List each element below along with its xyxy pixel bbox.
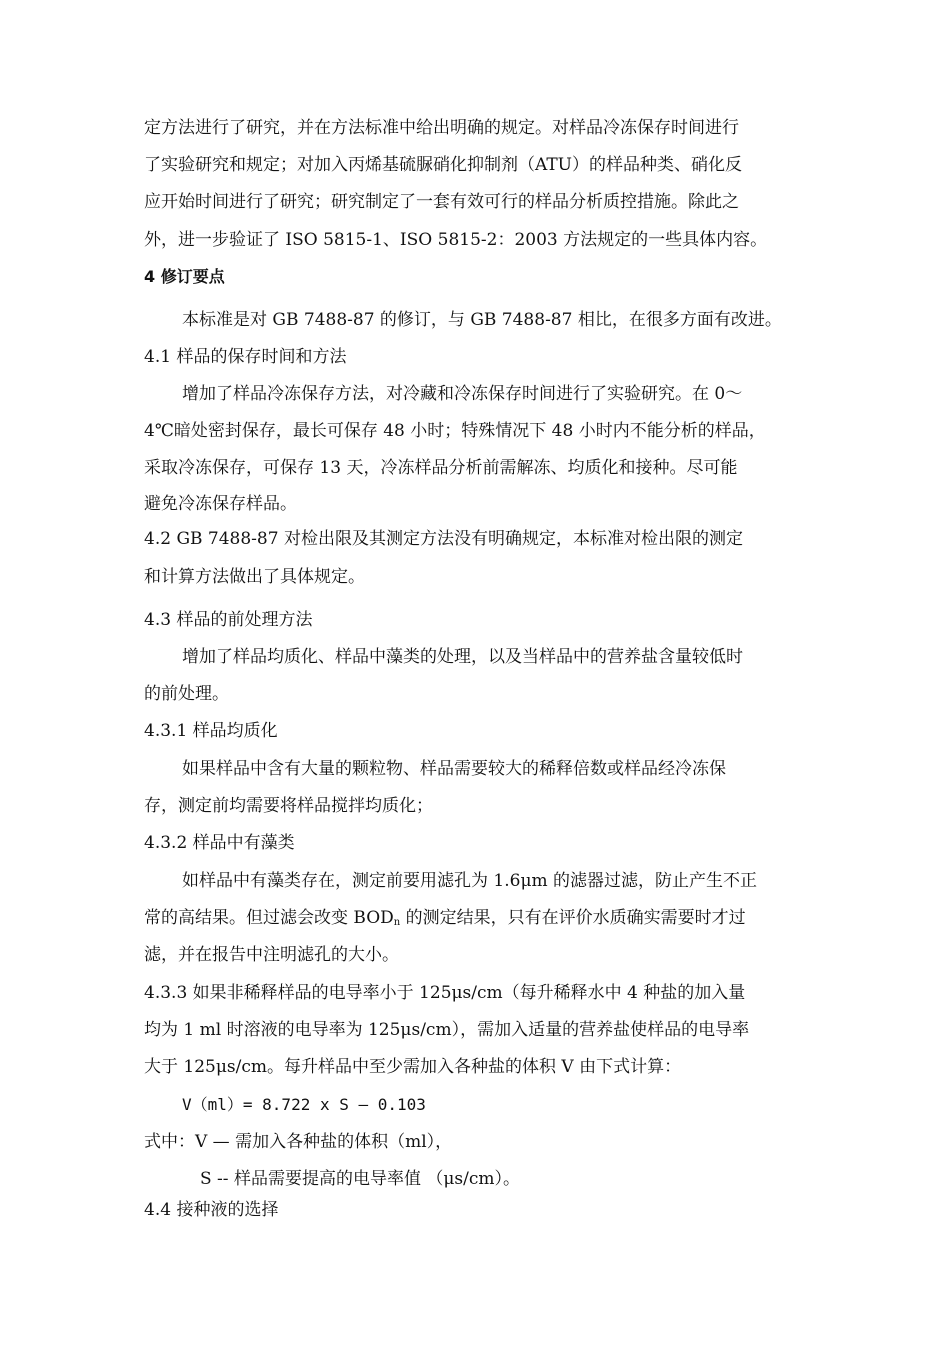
subscript: n [393, 917, 401, 928]
formula-line: V（ml）= 8.722 x S – 0.103 [182, 1095, 426, 1114]
formula-legend-line: 式中：V — 需加入各种盐的体积（ml）， [144, 1132, 453, 1152]
paragraph-line: 采取冷冻保存，可保存 13 天，冷冻样品分析前需解冻、均质化和接种。尽可能 [144, 458, 738, 478]
text-run: 的测定结果，只有在评价水质确实需要时才过 [400, 908, 746, 928]
formula-legend-line: S -- 样品需要提高的电导率值 （μs/cm）。 [200, 1169, 520, 1189]
paragraph-line: 应开始时间进行了研究；研究制定了一套有效可行的样品分析质控措施。除此之 [144, 192, 739, 212]
paragraph-line: 存，测定前均需要将样品搅拌均质化； [144, 796, 433, 816]
subsection-heading-4-4: 4.4 接种液的选择 [144, 1200, 279, 1220]
paragraph-line: 如果样品中含有大量的颗粒物、样品需要较大的稀释倍数或样品经冷冻保 [182, 759, 726, 779]
section-heading-4: 4 修订要点 [144, 267, 225, 286]
subsection-heading-4-3-3: 4.3.3 如果非稀释样品的电导率小于 125μs/cm（每升稀释水中 4 种盐的加入量 [144, 983, 746, 1003]
paragraph-line: 滤，并在报告中注明滤孔的大小。 [144, 945, 399, 965]
paragraph-line: 外，进一步验证了 ISO 5815-1、ISO 5815-2：2003 方法规定的一些具体内容。 [144, 230, 768, 250]
subsection-heading-4-3-1: 4.3.1 样品均质化 [144, 721, 278, 741]
paragraph-line: 增加了样品冷冻保存方法，对冷藏和冷冻保存时间进行了实验研究。在 0～ [182, 384, 743, 404]
paragraph-line: 了实验研究和规定；对加入丙烯基硫脲硝化抑制剂（ATU）的样品种类、硝化反 [144, 155, 743, 175]
subsection-heading-4-2: 4.2 GB 7488-87 对检出限及其测定方法没有明确规定，本标准对检出限的测定 [144, 529, 743, 549]
paragraph-line: 和计算方法做出了具体规定。 [144, 567, 365, 587]
paragraph-line: 本标准是对 GB 7488-87 的修订，与 GB 7488-87 相比，在很多方面有改进。 [182, 310, 782, 330]
paragraph-line: 4℃暗处密封保存，最长可保存 48 小时；特殊情况下 48 小时内不能分析的样品， [144, 421, 766, 441]
paragraph-line: 大于 125μs/cm。每升样品中至少需加入各种盐的体积 V 由下式计算： [144, 1057, 682, 1077]
paragraph-line: 定方法进行了研究，并在方法标准中给出明确的规定。对样品冷冻保存时间进行 [144, 118, 739, 138]
subsection-heading-4-3: 4.3 样品的前处理方法 [144, 610, 313, 630]
paragraph-line: 避免冷冻保存样品。 [144, 494, 297, 514]
paragraph-line: 增加了样品均质化、样品中藻类的处理，以及当样品中的营养盐含量较低时 [182, 647, 743, 667]
subsection-heading-4-1: 4.1 样品的保存时间和方法 [144, 347, 347, 367]
paragraph-line: 的前处理。 [144, 684, 229, 704]
paragraph-line: 如样品中有藻类存在，测定前要用滤孔为 1.6μm 的滤器过滤，防止产生不正 [182, 871, 758, 891]
text-run: 常的高结果。但过滤会改变 BOD [144, 908, 394, 928]
subsection-heading-4-3-2: 4.3.2 样品中有藻类 [144, 833, 295, 853]
paragraph-line [144, 907, 746, 934]
paragraph-line: 均为 1 ml 时溶液的电导率为 125μs/cm），需加入适量的营养盐使样品的电导率 [144, 1020, 750, 1040]
